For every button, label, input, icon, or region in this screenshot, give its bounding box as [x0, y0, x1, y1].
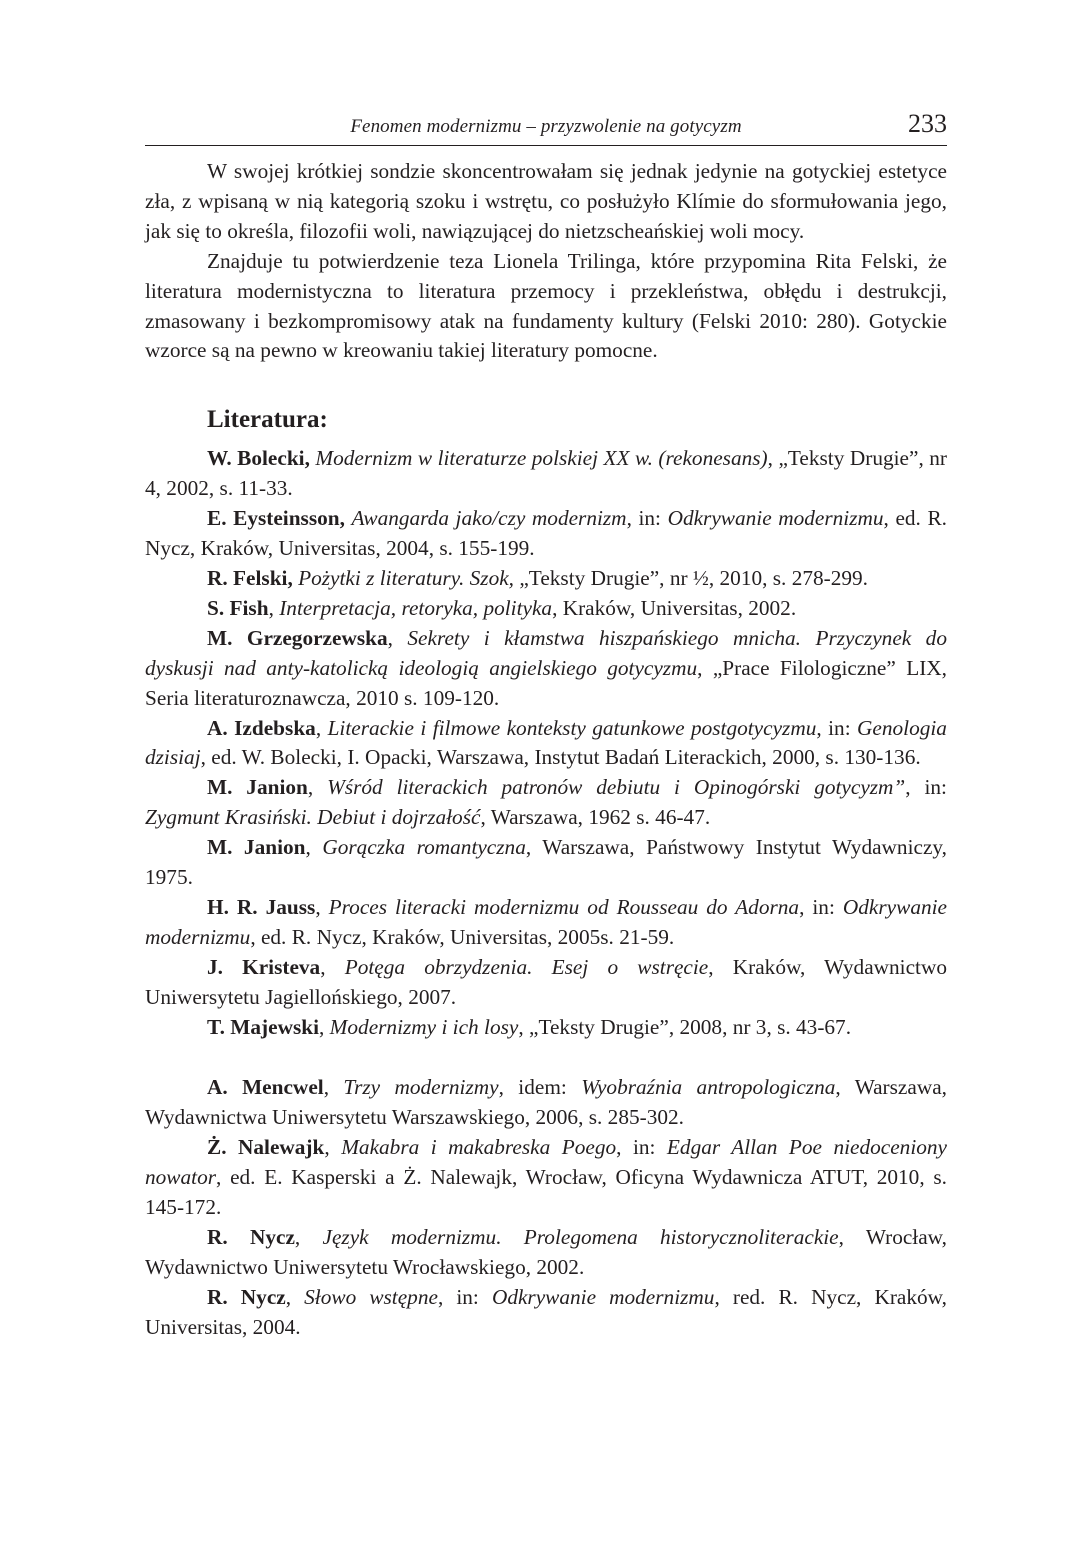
entry-text: , Kraków, Wydawnictwo Uniwersytetu Jagiellońskiego, 2007. — [145, 954, 947, 1009]
entry-text: , — [268, 595, 280, 620]
entry-text: , — [307, 775, 328, 800]
entry-title: Słowo wstępne — [304, 1284, 438, 1309]
entry-author: M. Grzegorzewska — [207, 625, 388, 650]
entry-text: , ed. R. Nycz, Kraków, Universitas, 2004, s. 155-199. — [145, 506, 947, 561]
bibliography-entry — [145, 953, 947, 1013]
bibliography-entry — [145, 1133, 947, 1223]
entry-text: , — [285, 1284, 305, 1309]
entry-text: , ed. E. Kasperski a Ż. Nalewajk, Wrocław, Oficyna Wydawnicza ATUT, 2010, s. 145-172. — [145, 1165, 947, 1220]
entry-title: Modernizmy i ich losy — [329, 1014, 519, 1039]
bibliography-entry — [145, 564, 947, 594]
entry-text: , in: — [626, 506, 668, 531]
entry-text: , — [387, 625, 408, 650]
entry-author: A. Izdebska — [207, 715, 316, 740]
entry-text: , — [305, 835, 323, 860]
paragraph: W swojej krótkiej sondzie skoncentrowałam się jednak jedynie na gotyckiej estetyce zła, z wpisaną w nią kategorią szoku i wstrętu, co posłużyło Klímie do sformułowania jego, jak się to określa, filozofii woli, nawiązującej do nietzscheańskiej woli mocy. — [145, 159, 947, 243]
entry-text: , — [315, 715, 328, 740]
entry-author: A. Mencwel — [207, 1075, 324, 1100]
entry-text: , „Prace Filologiczne” LIX, Seria literaturoznawcza, 2010 s. 109-120. — [145, 655, 948, 710]
entry-text: , — [294, 1225, 323, 1249]
entry-text: „Teksty Drugie”, nr ½, 2010, s. 278-299. — [514, 565, 869, 590]
bibliography-entry — [145, 624, 947, 714]
bibliography-entry — [145, 773, 947, 833]
entry-title: Interpretacja, retoryka, polityka — [279, 595, 553, 620]
paragraph: Znajduje tu potwierdzenie teza Lionela Trilinga, które przypomina Rita Felski, że literatura modernistyczna to literatura przemocy i przekleństwa, obłędu i destrukcji, zmasowany i bezkompromisowy atak na fundamenty kultury (Felski 2010: 280). Gotyckie wzorce są na pewno w kreowaniu takiej literatury pomocne. — [145, 248, 947, 363]
bibliography-entry — [145, 893, 947, 953]
entry-source-title: Genologia dzisiaj — [145, 715, 947, 770]
entry-text: , in: — [437, 1284, 492, 1309]
entry-text: , — [319, 1014, 330, 1039]
entry-text: , idem: — [498, 1075, 582, 1100]
entry-title: Proces literacki modernizmu od Rousseau do Adorna — [328, 894, 800, 919]
entry-text: , in: — [616, 1135, 667, 1160]
entry-author: W. Bolecki, — [207, 446, 310, 471]
entry-author: R. Nycz — [207, 1225, 295, 1249]
entry-title: Potęga obrzydzenia. Esej o wstręcie — [344, 954, 709, 979]
entry-source-title: Odkrywanie modernizmu — [145, 894, 947, 949]
entry-text: , — [323, 1075, 344, 1100]
page-number: 233 — [908, 109, 947, 138]
bibliography-entry — [145, 1283, 947, 1343]
entry-text: , ed. W. Bolecki, I. Opacki, Warszawa, Instytut Badań Literackich, 2000, s. 130-136. — [200, 745, 921, 770]
entry-source-title: Odkrywanie modernizmu — [491, 1284, 715, 1309]
entry-text: , — [324, 1135, 342, 1160]
entry-text: , ed. R. Nycz, Kraków, Universitas, 2005s. 21-59. — [250, 924, 675, 949]
entry-text: , in: — [816, 715, 858, 740]
entry-text: , „Teksty Drugie”, 2008, nr 3, s. 43-67. — [518, 1014, 852, 1039]
entry-author: M. Janion — [207, 775, 308, 800]
entry-source-title: Zygmunt Krasiński. Debiut i dojrzałość — [145, 805, 481, 830]
entry-title: Wśród literackich patronów debiutu i Opinogórski gotycyzm” — [327, 775, 906, 800]
entry-text: , — [315, 894, 329, 919]
bibliography-entry — [145, 1073, 947, 1133]
bibliography-entry — [145, 833, 947, 893]
entry-author: R. Felski, — [207, 565, 293, 590]
entry-text: , Warszawa, Wydawnictwa Uniwersytetu Warszawskiego, 2006, s. 285-302. — [145, 1075, 947, 1130]
entry-title: Sekrety i kłamstwa hiszpańskiego mnicha. Przyczynek do dyskusji nad anty-katolicką ideologią angielskiego gotycyzmu — [145, 625, 947, 680]
entry-text: , red. R. Nycz, Kraków, Universitas, 2004. — [145, 1284, 947, 1339]
entry-title: Literackie i filmowe konteksty gatunkowe postgotycyzmu — [327, 715, 817, 740]
running-header — [145, 109, 947, 146]
entry-author: H. R. Jauss — [207, 894, 316, 919]
entry-title: Trzy modernizmy — [343, 1075, 499, 1100]
bibliography-entry — [145, 714, 947, 774]
entry-text: , „Teksty Drugie”, nr 4, 2002, s. 11-33. — [145, 446, 947, 501]
entry-text: , Kraków, Universitas, 2002. — [552, 595, 797, 620]
bibliography-heading: Literatura: — [207, 406, 328, 434]
entry-text: , in: — [799, 894, 843, 919]
entry-text — [345, 506, 352, 530]
entry-author: J. Kristeva — [207, 954, 321, 979]
bibliography-entry — [145, 504, 947, 564]
entry-title: Gorączka romantyczna — [322, 835, 526, 860]
entry-author: R. Nycz — [207, 1284, 286, 1309]
body-text — [145, 157, 947, 366]
entry-text: , Warszawa, Państwowy Instytut Wydawniczy, 1975. — [145, 835, 947, 890]
entry-author: Ż. Nalewajk — [207, 1135, 325, 1160]
entry-title: Język modernizmu. Prolegomena historycznoliterackie — [322, 1225, 839, 1249]
entry-author: E. Eysteinsson, — [207, 506, 345, 531]
entry-source-title: Edgar Allan Poe niedoceniony nowator — [145, 1135, 947, 1190]
entry-text: , Warszawa, 1962 s. 46-47. — [480, 805, 711, 830]
entry-title: Modernizm w literaturze polskiej XX w. (rekonesans) — [315, 446, 768, 471]
entry-text: , — [320, 954, 345, 979]
bibliography-entry — [145, 594, 947, 624]
entry-author: T. Majewski — [207, 1014, 319, 1039]
bibliography-entry — [145, 1013, 947, 1043]
entry-author: M. Janion — [207, 835, 306, 860]
entry-source-title: Wyobraźnia antropologiczna — [581, 1075, 836, 1100]
bibliography-list — [145, 444, 947, 1342]
entry-text: , in: — [905, 775, 947, 800]
entry-text: , Wrocław, Wydawnictwo Uniwersytetu Wrocławskiego, 2002. — [145, 1225, 947, 1279]
entry-source-title: Odkrywanie modernizmu — [667, 506, 884, 531]
bibliography-entry — [145, 1223, 947, 1283]
entry-title: Pożytki z literatury. Szok, — [298, 565, 515, 590]
document-page — [145, 109, 948, 1343]
entry-title: Makabra i makabreska Poego — [341, 1135, 617, 1160]
running-title: Fenomen modernizmu – przyzwolenie na gotycyzm — [350, 116, 742, 137]
bibliography-entry — [145, 444, 947, 504]
entry-author: S. Fish — [207, 595, 269, 620]
entry-title: Awangarda jako/czy modernizm — [351, 506, 627, 531]
